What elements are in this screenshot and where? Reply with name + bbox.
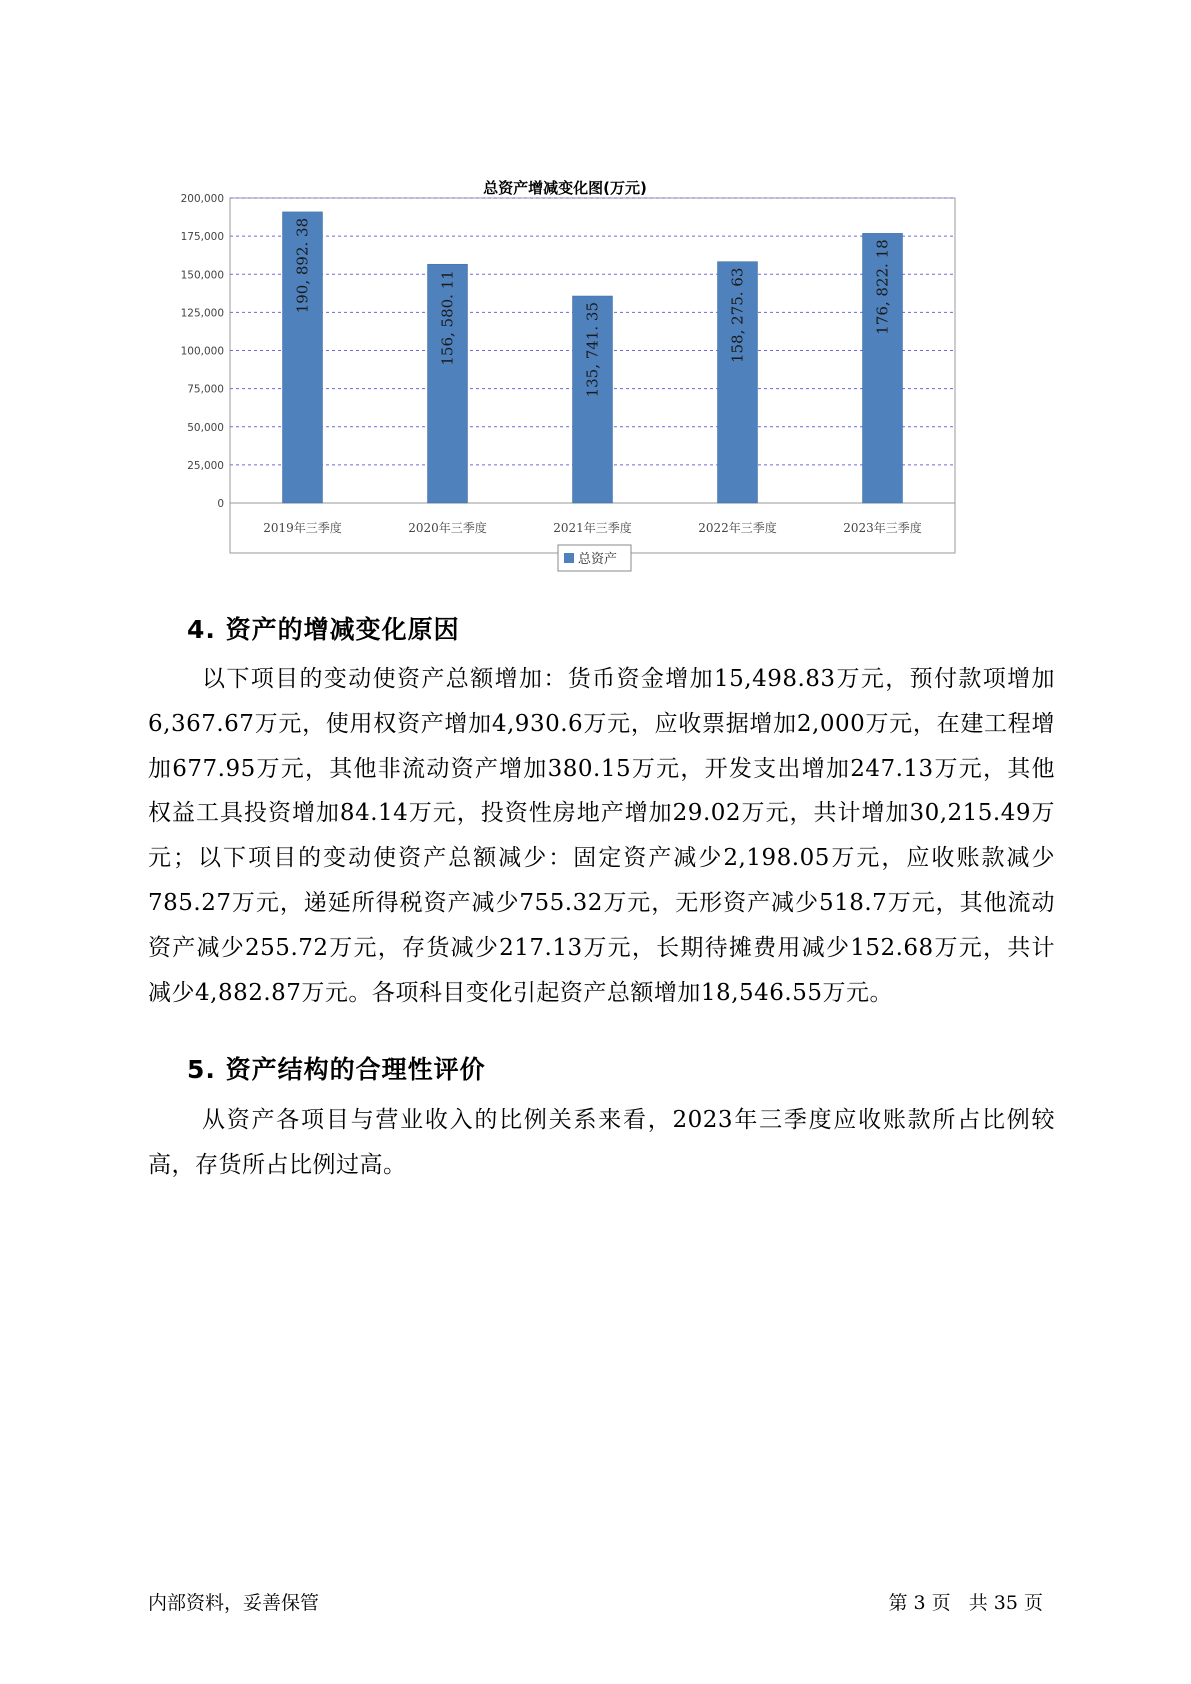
footer-page-number: 第 3 页 共 35 页: [888, 1592, 1043, 1614]
legend-label: 总资产: [578, 552, 618, 567]
y-tick-label: 50,000: [187, 421, 224, 434]
y-tick-label: 125,000: [180, 307, 224, 320]
section-4-heading: 4. 资产的增减变化原因: [187, 615, 460, 644]
y-tick-label: 200,000: [180, 193, 224, 205]
x-category-label: 2023年三季度: [843, 521, 922, 535]
legend: [558, 545, 631, 571]
section-5-heading: 5. 资产结构的合理性评价: [187, 1055, 486, 1084]
x-category-label: 2022年三季度: [698, 521, 777, 535]
x-category-label: 2021年三季度: [553, 521, 632, 535]
section-4-paragraph: 以下项目的变动使资产总额增加：货币资金增加15,498.83万元，预付款项增加6,367.67万元，使用权资产增加4,930.6万元，应收票据增加2,000万元，在建工程增加677.95万元，其他非流动资产增加380.15万元，开发支出增加247.13万元，其他权益工具投资增加84.14万元，投资性房地产增加29.02万元，共计增加30,215.49万元；以下项目的变动使资产总额减少：固定资产减少2,198.05万元，应收账款减少785.27万元，递延所得税资产减少755.32万元，无形资产减少518.7万元，其他流动资产减少255.72万元，存货减少217.13万元，长期待摊费用减少152.68万元，共计减少4,882.87万元。各项科目变化引起资产总额增加18,546.55万元。: [148, 666, 1055, 1006]
y-tick-label: 0: [217, 498, 224, 510]
bar-value-label: 135, 741. 35: [583, 301, 602, 398]
footer-left: 内部资料，妥善保管: [148, 1592, 320, 1614]
y-tick-label: 75,000: [187, 383, 224, 396]
legend-swatch: [564, 553, 574, 563]
bar-value-label: 176, 822. 18: [873, 239, 892, 335]
bar-value-label: 156, 580. 11: [438, 270, 457, 366]
y-tick-label: 150,000: [180, 269, 224, 282]
y-axis-ticks: [181, 193, 224, 510]
y-tick-label: 25,000: [187, 459, 224, 472]
chart-title: 总资产增减变化图(万元): [483, 179, 647, 197]
total-assets-chart: [170, 165, 1030, 625]
x-category-label: 2019年三季度: [263, 521, 342, 535]
y-tick-label: 100,000: [180, 345, 224, 358]
bar-value-label: 190, 892. 38: [293, 217, 312, 314]
y-tick-label: 175,000: [180, 231, 224, 244]
x-category-label: 2020年三季度: [408, 521, 487, 535]
bar-value-label: 158, 275. 63: [728, 267, 747, 364]
section-5-paragraph: 从资产各项目与营业收入的比例关系来看，2023年三季度应收账款所占比例较高，存货所占比例过高。: [148, 1107, 1055, 1178]
